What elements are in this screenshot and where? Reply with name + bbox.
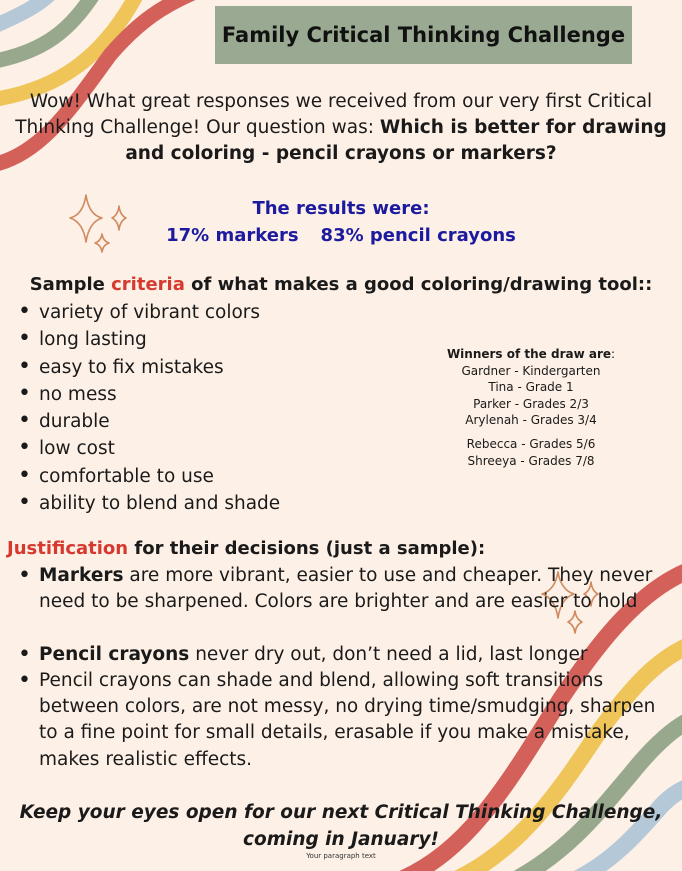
justification-item-bold: Pencil crayons xyxy=(39,643,190,665)
placeholder-text: Your paragraph text xyxy=(306,852,376,860)
criteria-accent: criteria xyxy=(111,274,185,295)
criteria-item: • durable xyxy=(18,408,280,435)
criteria-heading xyxy=(0,274,682,295)
justification-list xyxy=(18,563,668,773)
criteria-item: • no mess xyxy=(18,381,280,408)
winner-entry: Arylenah - Grades 3/4 xyxy=(465,413,597,428)
page-title xyxy=(215,6,632,64)
criteria-prefix: Sample xyxy=(29,274,112,295)
list-spacer xyxy=(18,616,668,642)
criteria-list xyxy=(18,299,280,517)
intro-question: Which is better for drawing and coloring - pencil crayons or markers? xyxy=(125,117,667,164)
justification-item xyxy=(18,642,668,668)
justification-item-text: never dry out, don’t need a lid, last longer xyxy=(189,643,588,665)
winner-entry: Rebecca - Grades 5/6 xyxy=(466,436,596,451)
criteria-item: • low cost xyxy=(18,435,280,462)
winner-entry: Shreeya - Grades 7/8 xyxy=(467,453,595,468)
justification-suffix: for their decisions (just a sample): xyxy=(128,538,486,559)
results-row xyxy=(0,222,682,249)
closing-message: Keep your eyes open for our next Critical Thinking Challenge, coming in January! xyxy=(19,802,663,850)
results-pencils: 83% pencil crayons xyxy=(320,225,516,246)
criteria-item: • comfortable to use xyxy=(18,463,280,490)
page-title-text: Family Critical Thinking Challenge xyxy=(221,23,626,47)
intro-paragraph xyxy=(10,89,672,167)
criteria-item: • easy to fix mistakes xyxy=(18,354,280,381)
justification-item-bold: Markers xyxy=(39,565,124,586)
criteria-suffix: of what makes a good coloring/drawing tool:: xyxy=(184,274,653,295)
results-markers: 17% markers xyxy=(166,225,299,246)
winners-colon: : xyxy=(611,347,616,361)
results-block xyxy=(0,195,682,249)
winners-box xyxy=(420,346,642,469)
winner-entry: Tina - Grade 1 xyxy=(488,380,574,395)
justification-item xyxy=(18,668,668,773)
criteria-item: • variety of vibrant colors xyxy=(18,299,280,326)
winner-entry: Gardner - Kindergarten xyxy=(461,363,601,378)
justification-item-text: are more vibrant, easier to use and cheaper. They never need to be sharpened. Colors are brighter and are easier to hold xyxy=(39,565,653,613)
justification-heading xyxy=(7,538,485,559)
winners-heading-text: Winners of the draw are xyxy=(446,347,612,361)
winners-gap xyxy=(420,429,642,436)
intro-text: Wow! What great responses we received from our very first Critical Thinking Challenge! Our question was: xyxy=(15,91,653,138)
justification-accent: Justification xyxy=(7,538,129,559)
justification-item-text: Pencil crayons can shade and blend, allowing soft transitions between colors, are not messy, no drying time/smudging, sharpen to a fine point for small details, erasable if you make a mistake, makes realistic effects. xyxy=(39,669,656,770)
justification-item xyxy=(18,563,668,616)
results-heading: The results were: xyxy=(252,198,430,219)
criteria-item: • long lasting xyxy=(18,326,280,353)
winners-heading xyxy=(420,346,642,363)
winner-entry: Parker - Grades 2/3 xyxy=(473,396,589,411)
criteria-item: • ability to blend and shade xyxy=(18,490,280,517)
